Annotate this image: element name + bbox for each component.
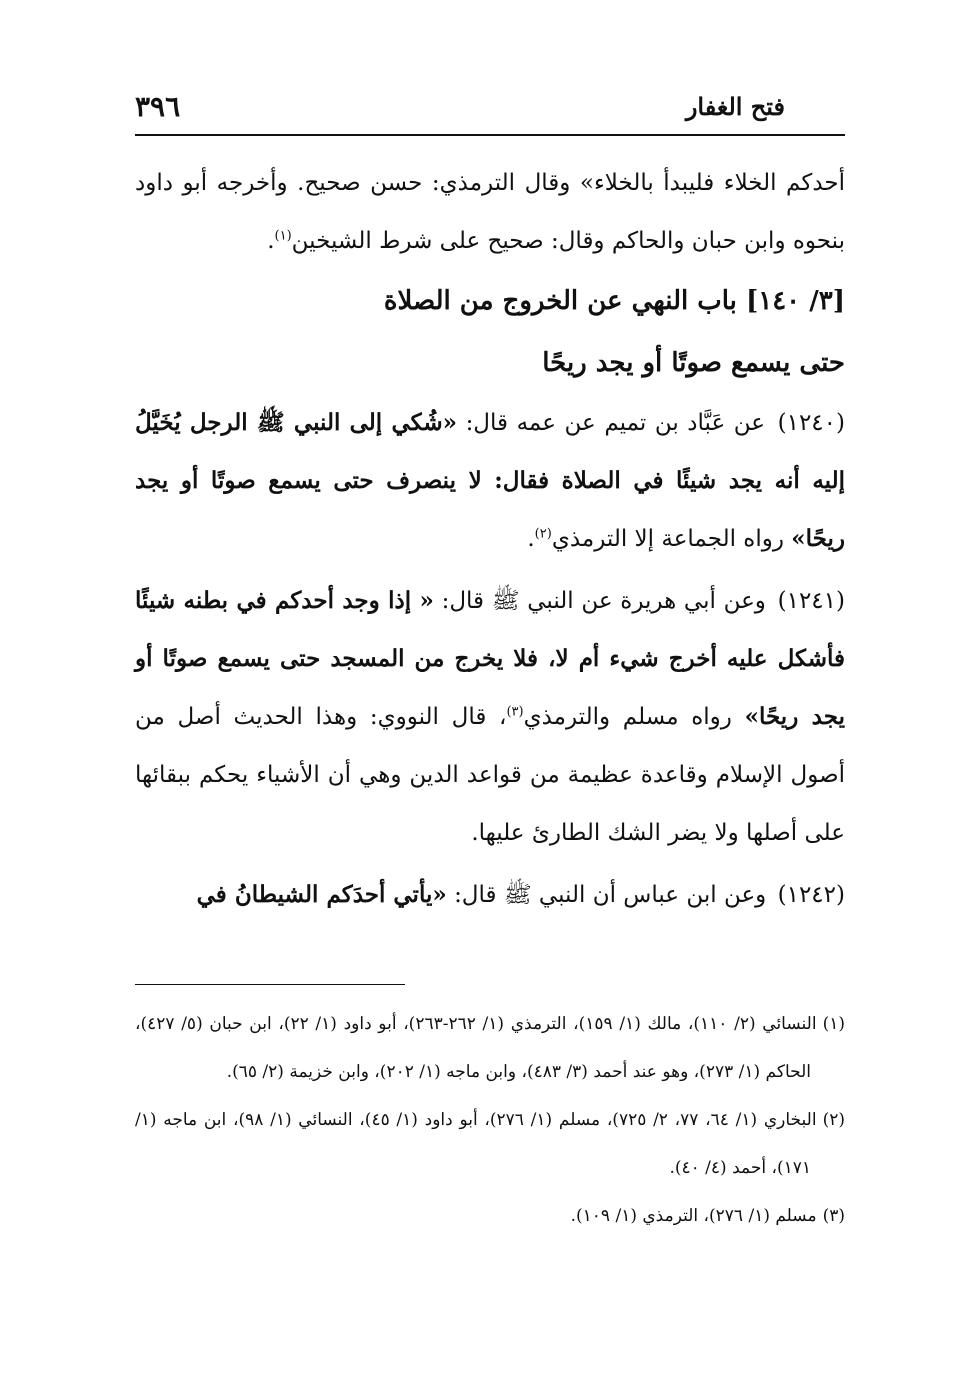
hadith-lead: عن عَبَّاد بن تميم عن عمه قال: <box>465 410 766 436</box>
footnote-text: النسائي (٢/ ١١٠)، مالك (١/ ١٥٩)، الترمذي (١/ ٢٦٢-٢٦٣)، أبو داود (١/ ٢٢)، ابن حبان (٥/ ٤٢٧)، الحاكم (١/ ٢٧٣)، وهو عند أحمد (٣/ ٤٨٣)، وابن ماجه (١/ ٢٠٢)، وابن خزيمة (٢/ ٦٥). <box>135 1014 817 1082</box>
intro-text: أحدكم الخلاء فليبدأ بالخلاء» وقال الترمذي: حسن صحيح. وأخرجه أبو داود بنحوه وابن حبان والحاكم وقال: صحيح على شرط الشيخين <box>135 170 845 254</box>
footnote-number: (٣) <box>822 1206 845 1226</box>
chapter-title-line-2: حتى يسمع صوتًا أو يجد ريحًا <box>542 348 845 378</box>
hadith-1240 <box>135 394 845 568</box>
hadith-lead: وعن أبي هريرة عن النبي ﷺ قال: <box>441 588 766 614</box>
footnote-separator <box>135 984 405 985</box>
footnote-2 <box>135 1096 845 1192</box>
hadith-quote: « إذا وجد أحدكم في بطنه شيئًا فأشكل عليه أخرج شيء أم لا، فلا يخرج من المسجد حتى يسمع صوتًا أو يجد ريحًا» <box>135 587 845 730</box>
hadith-quote: «يأتي أحدَكم الشيطانُ في <box>196 881 447 908</box>
footnote-3 <box>135 1192 845 1240</box>
footnote-ref-2: (٢) <box>534 526 552 542</box>
hadith-tail: رواه الجماعة إلا الترمذي <box>551 526 784 552</box>
footnote-1 <box>135 1000 845 1096</box>
intro-period: . <box>267 228 275 254</box>
hadith-1242 <box>135 866 845 924</box>
footnote-text: مسلم (١/ ٢٧٦)، الترمذي (١/ ١٠٩). <box>570 1206 817 1226</box>
footnote-text: البخاري (١/ ٦٤، ٧٧، ٢/ ٧٢٥)، مسلم (١/ ٢٧٦)، أبو داود (١/ ٤٥)، النسائي (١/ ٩٨)، ابن ماجه (١/ ١٧١)، أحمد (٤/ ٤٠). <box>135 1110 817 1178</box>
hadith-period: . <box>527 526 535 552</box>
hadith-commentary: ، قال النووي: وهذا الحديث أصل من أصول الإسلام وقاعدة عظيمة من قواعد الدين وهي أن الأشياء يحكم ببقائها على أصلها ولا يضر الشك الطارئ عليها. <box>135 704 845 846</box>
main-text <box>135 154 845 924</box>
hadith-quote: «شُكي إلى النبي ﷺ الرجل يُخَيَّلُ إليه أنه يجد شيئًا في الصلاة فقال: لا ينصرف حتى يسمع صوتًا أو يجد ريحًا» <box>135 409 845 552</box>
chapter-title-line-1: [٣/ ١٤٠] باب النهي عن الخروج من الصلاة <box>383 286 845 316</box>
footnote-ref-1: (١) <box>274 228 292 244</box>
intro-paragraph <box>135 154 845 270</box>
footnote-ref-3: (٣) <box>506 704 524 720</box>
hadith-number: (١٢٤١) <box>777 588 845 614</box>
book-page <box>135 88 845 1318</box>
running-title: فتح الغفار <box>685 92 785 121</box>
hadith-number: (١٢٤٠) <box>777 410 845 436</box>
hadith-1241 <box>135 572 845 862</box>
footnote-number: (١) <box>822 1014 845 1034</box>
hadith-tail: رواه مسلم والترمذي <box>523 704 732 730</box>
running-header <box>135 88 845 136</box>
hadith-lead: وعن ابن عباس أن النبي ﷺ قال: <box>454 882 767 908</box>
hadith-number: (١٢٤٢) <box>777 882 845 908</box>
footnote-number: (٢) <box>822 1110 845 1130</box>
page-number: ٣٩٦ <box>135 90 181 123</box>
footnotes <box>135 1000 845 1240</box>
